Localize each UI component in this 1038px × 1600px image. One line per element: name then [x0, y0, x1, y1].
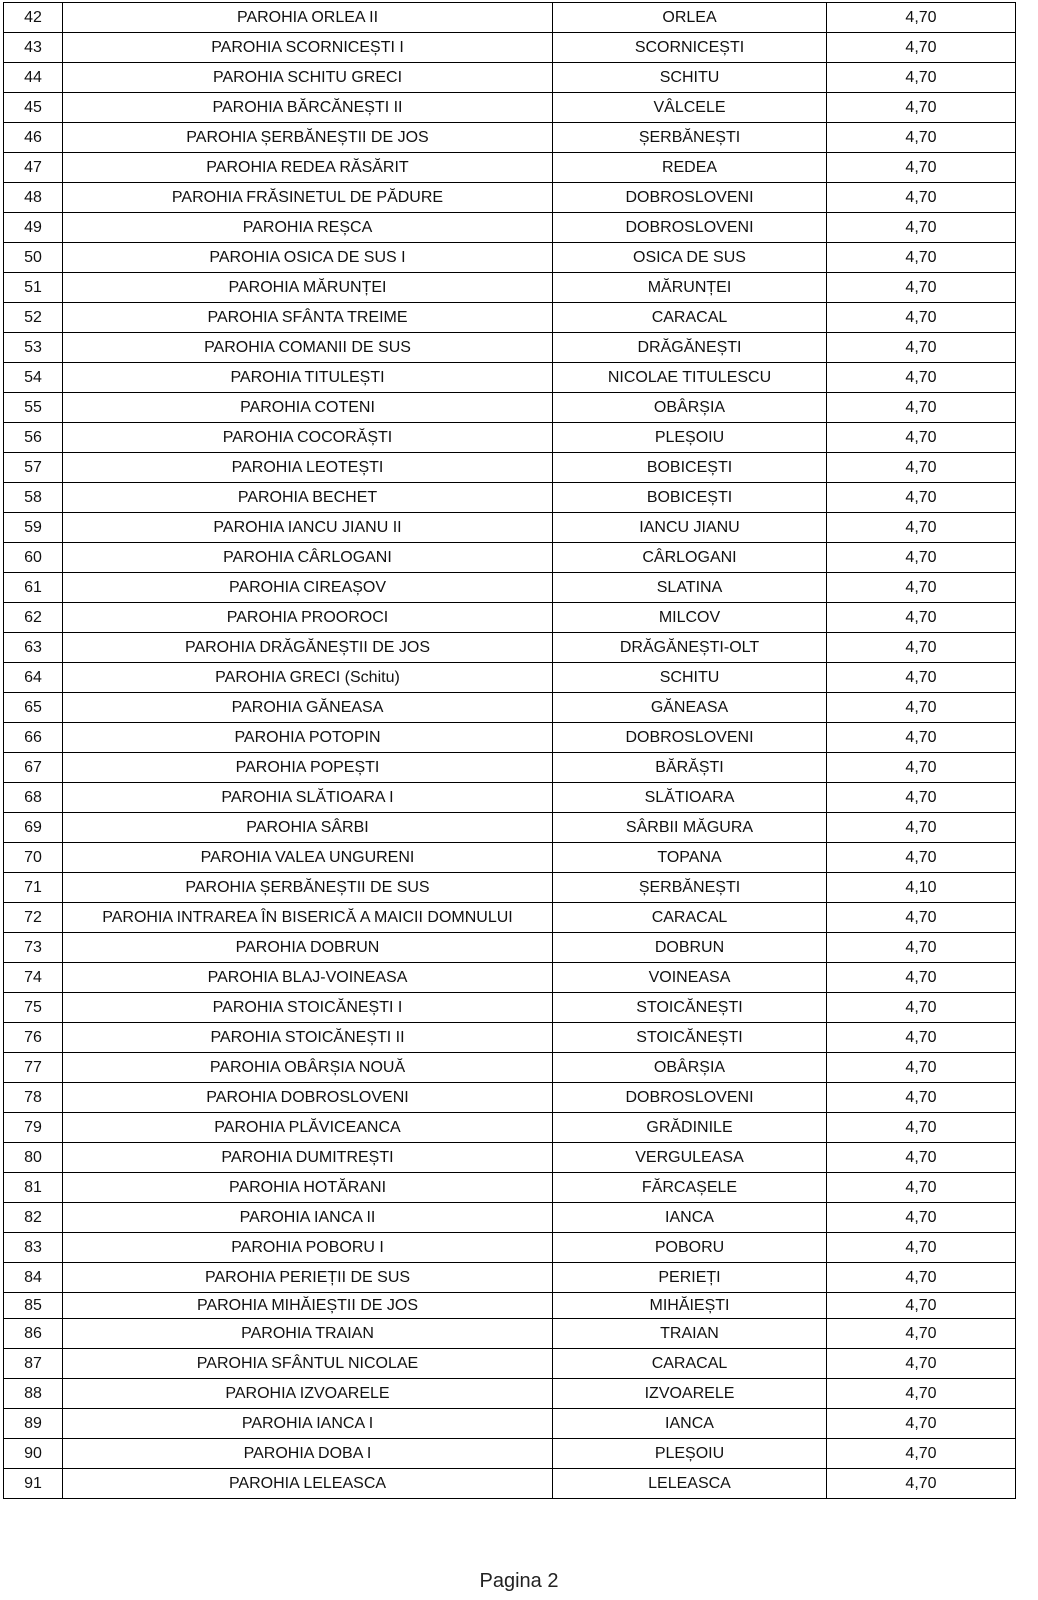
- value-cell: 4,70: [827, 843, 1016, 873]
- row-number-cell: 55: [4, 393, 63, 423]
- row-number-cell: 53: [4, 333, 63, 363]
- parish-name-cell: PAROHIA COMANII DE SUS: [63, 333, 553, 363]
- row-number-cell: 88: [4, 1379, 63, 1409]
- value-cell: 4,70: [827, 63, 1016, 93]
- value-cell: 4,70: [827, 1083, 1016, 1113]
- parish-name-cell: PAROHIA DOBA I: [63, 1439, 553, 1469]
- locality-cell: DOBROSLOVENI: [553, 183, 827, 213]
- value-cell: 4,70: [827, 753, 1016, 783]
- table-row: [4, 483, 1016, 513]
- row-number-cell: 78: [4, 1083, 63, 1113]
- value-cell: 4,70: [827, 813, 1016, 843]
- table-row: [4, 123, 1016, 153]
- value-cell: 4,70: [827, 93, 1016, 123]
- value-cell: 4,70: [827, 1053, 1016, 1083]
- value-cell: 4,70: [827, 1319, 1016, 1349]
- table-row: [4, 333, 1016, 363]
- locality-cell: CARACAL: [553, 303, 827, 333]
- parish-name-cell: PAROHIA ȘERBĂNEȘTII DE JOS: [63, 123, 553, 153]
- parish-name-cell: PAROHIA COCORĂȘTI: [63, 423, 553, 453]
- row-number-cell: 80: [4, 1143, 63, 1173]
- value-cell: 4,10: [827, 873, 1016, 903]
- page-number: Pagina 2: [479, 1570, 559, 1592]
- locality-cell: SCORNICEȘTI: [553, 33, 827, 63]
- locality-cell: DOBROSLOVENI: [553, 723, 827, 753]
- value-cell: 4,70: [827, 303, 1016, 333]
- table-row: [4, 303, 1016, 333]
- row-number-cell: 84: [4, 1263, 63, 1293]
- row-number-cell: 86: [4, 1319, 63, 1349]
- row-number-cell: 91: [4, 1469, 63, 1499]
- row-number-cell: 57: [4, 453, 63, 483]
- table-row: [4, 363, 1016, 393]
- value-cell: 4,70: [827, 1113, 1016, 1143]
- row-number-cell: 85: [4, 1293, 63, 1319]
- table-row: [4, 213, 1016, 243]
- table-row: [4, 693, 1016, 723]
- value-cell: 4,70: [827, 183, 1016, 213]
- parish-name-cell: PAROHIA LEOTEȘTI: [63, 453, 553, 483]
- locality-cell: STOICĂNEȘTI: [553, 1023, 827, 1053]
- value-cell: 4,70: [827, 933, 1016, 963]
- locality-cell: REDEA: [553, 153, 827, 183]
- locality-cell: GRĂDINILE: [553, 1113, 827, 1143]
- locality-cell: ȘERBĂNEȘTI: [553, 873, 827, 903]
- value-cell: 4,70: [827, 1023, 1016, 1053]
- locality-cell: IZVOARELE: [553, 1379, 827, 1409]
- row-number-cell: 90: [4, 1439, 63, 1469]
- parish-name-cell: PAROHIA REȘCA: [63, 213, 553, 243]
- locality-cell: OBÂRȘIA: [553, 1053, 827, 1083]
- locality-cell: DRĂGĂNEȘTI-OLT: [553, 633, 827, 663]
- locality-cell: SCHITU: [553, 63, 827, 93]
- locality-cell: PLEȘOIU: [553, 423, 827, 453]
- parish-name-cell: PAROHIA PROOROCI: [63, 603, 553, 633]
- table-row: [4, 183, 1016, 213]
- table-row: [4, 1113, 1016, 1143]
- value-cell: 4,70: [827, 213, 1016, 243]
- value-cell: 4,70: [827, 1469, 1016, 1499]
- parish-name-cell: PAROHIA DUMITREȘTI: [63, 1143, 553, 1173]
- parish-name-cell: PAROHIA REDEA RĂSĂRIT: [63, 153, 553, 183]
- row-number-cell: 87: [4, 1349, 63, 1379]
- table-row: [4, 423, 1016, 453]
- parish-name-cell: PAROHIA SFÂNTA TREIME: [63, 303, 553, 333]
- locality-cell: SÂRBII MĂGURA: [553, 813, 827, 843]
- locality-cell: VOINEASA: [553, 963, 827, 993]
- value-cell: 4,70: [827, 243, 1016, 273]
- value-cell: 4,70: [827, 1379, 1016, 1409]
- value-cell: 4,70: [827, 33, 1016, 63]
- parish-name-cell: PAROHIA SLĂTIOARA I: [63, 783, 553, 813]
- value-cell: 4,70: [827, 273, 1016, 303]
- locality-cell: ORLEA: [553, 3, 827, 33]
- parish-name-cell: PAROHIA TITULEȘTI: [63, 363, 553, 393]
- row-number-cell: 67: [4, 753, 63, 783]
- parish-name-cell: PAROHIA BECHET: [63, 483, 553, 513]
- row-number-cell: 82: [4, 1203, 63, 1233]
- row-number-cell: 73: [4, 933, 63, 963]
- table-row: [4, 1349, 1016, 1379]
- parish-name-cell: PAROHIA POTOPIN: [63, 723, 553, 753]
- parish-name-cell: PAROHIA BLAJ-VOINEASA: [63, 963, 553, 993]
- parish-name-cell: PAROHIA BĂRCĂNEȘTI II: [63, 93, 553, 123]
- parish-name-cell: PAROHIA IANCU JIANU II: [63, 513, 553, 543]
- table-row: [4, 1469, 1016, 1499]
- locality-cell: CARACAL: [553, 1349, 827, 1379]
- table-row: [4, 453, 1016, 483]
- parish-name-cell: PAROHIA MĂRUNȚEI: [63, 273, 553, 303]
- locality-cell: POBORU: [553, 1233, 827, 1263]
- value-cell: 4,70: [827, 723, 1016, 753]
- row-number-cell: 69: [4, 813, 63, 843]
- locality-cell: STOICĂNEȘTI: [553, 993, 827, 1023]
- value-cell: 4,70: [827, 1203, 1016, 1233]
- row-number-cell: 74: [4, 963, 63, 993]
- value-cell: 4,70: [827, 1143, 1016, 1173]
- locality-cell: MILCOV: [553, 603, 827, 633]
- locality-cell: PERIEȚI: [553, 1263, 827, 1293]
- value-cell: 4,70: [827, 363, 1016, 393]
- parish-name-cell: PAROHIA GRECI (Schitu): [63, 663, 553, 693]
- parish-name-cell: PAROHIA DOBRUN: [63, 933, 553, 963]
- parish-name-cell: PAROHIA POBORU I: [63, 1233, 553, 1263]
- table-row: [4, 723, 1016, 753]
- row-number-cell: 43: [4, 33, 63, 63]
- row-number-cell: 75: [4, 993, 63, 1023]
- parish-name-cell: PAROHIA TRAIAN: [63, 1319, 553, 1349]
- table-row: [4, 1173, 1016, 1203]
- parish-name-cell: PAROHIA GĂNEASA: [63, 693, 553, 723]
- row-number-cell: 42: [4, 3, 63, 33]
- parishes-table: [3, 2, 1016, 1499]
- value-cell: 4,70: [827, 513, 1016, 543]
- row-number-cell: 70: [4, 843, 63, 873]
- row-number-cell: 66: [4, 723, 63, 753]
- value-cell: 4,70: [827, 663, 1016, 693]
- parish-name-cell: PAROHIA IANCA II: [63, 1203, 553, 1233]
- table-row: [4, 963, 1016, 993]
- value-cell: 4,70: [827, 483, 1016, 513]
- row-number-cell: 50: [4, 243, 63, 273]
- locality-cell: MIHĂIEȘTI: [553, 1293, 827, 1319]
- row-number-cell: 46: [4, 123, 63, 153]
- locality-cell: OSICA DE SUS: [553, 243, 827, 273]
- row-number-cell: 48: [4, 183, 63, 213]
- value-cell: 4,70: [827, 903, 1016, 933]
- row-number-cell: 60: [4, 543, 63, 573]
- parish-name-cell: PAROHIA SFÂNTUL NICOLAE: [63, 1349, 553, 1379]
- parish-name-cell: PAROHIA COTENI: [63, 393, 553, 423]
- value-cell: 4,70: [827, 963, 1016, 993]
- value-cell: 4,70: [827, 543, 1016, 573]
- locality-cell: FĂRCAȘELE: [553, 1173, 827, 1203]
- parish-name-cell: PAROHIA VALEA UNGURENI: [63, 843, 553, 873]
- table-row: [4, 1263, 1016, 1293]
- parish-name-cell: PAROHIA SCHITU GRECI: [63, 63, 553, 93]
- row-number-cell: 49: [4, 213, 63, 243]
- parish-name-cell: PAROHIA DRĂGĂNEȘTII DE JOS: [63, 633, 553, 663]
- parish-name-cell: PAROHIA HOTĂRANI: [63, 1173, 553, 1203]
- table-row: [4, 783, 1016, 813]
- locality-cell: TRAIAN: [553, 1319, 827, 1349]
- value-cell: 4,70: [827, 153, 1016, 183]
- row-number-cell: 63: [4, 633, 63, 663]
- table-row: [4, 1439, 1016, 1469]
- parish-name-cell: PAROHIA INTRAREA ÎN BISERICĂ A MAICII DOMNULUI: [63, 903, 553, 933]
- table-row: [4, 153, 1016, 183]
- locality-cell: SCHITU: [553, 663, 827, 693]
- row-number-cell: 58: [4, 483, 63, 513]
- table-row: [4, 663, 1016, 693]
- value-cell: 4,70: [827, 393, 1016, 423]
- table-row: [4, 753, 1016, 783]
- locality-cell: OBÂRȘIA: [553, 393, 827, 423]
- locality-cell: IANCA: [553, 1409, 827, 1439]
- locality-cell: BOBICEȘTI: [553, 483, 827, 513]
- locality-cell: IANCU JIANU: [553, 513, 827, 543]
- parish-name-cell: PAROHIA IANCA I: [63, 1409, 553, 1439]
- value-cell: 4,70: [827, 453, 1016, 483]
- value-cell: 4,70: [827, 1263, 1016, 1293]
- row-number-cell: 76: [4, 1023, 63, 1053]
- table-row: [4, 393, 1016, 423]
- table-row: [4, 1379, 1016, 1409]
- parish-name-cell: PAROHIA POPEȘTI: [63, 753, 553, 783]
- table-row: [4, 1143, 1016, 1173]
- locality-cell: VERGULEASA: [553, 1143, 827, 1173]
- locality-cell: TOPANA: [553, 843, 827, 873]
- locality-cell: PLEȘOIU: [553, 1439, 827, 1469]
- locality-cell: DRĂGĂNEȘTI: [553, 333, 827, 363]
- locality-cell: VÂLCELE: [553, 93, 827, 123]
- locality-cell: BOBICEȘTI: [553, 453, 827, 483]
- value-cell: 4,70: [827, 783, 1016, 813]
- locality-cell: DOBRUN: [553, 933, 827, 963]
- parish-name-cell: PAROHIA IZVOARELE: [63, 1379, 553, 1409]
- locality-cell: SLATINA: [553, 573, 827, 603]
- table-row: [4, 1023, 1016, 1053]
- value-cell: 4,70: [827, 3, 1016, 33]
- parish-name-cell: PAROHIA ORLEA II: [63, 3, 553, 33]
- table-row: [4, 633, 1016, 663]
- parish-name-cell: PAROHIA DOBROSLOVENI: [63, 1083, 553, 1113]
- row-number-cell: 83: [4, 1233, 63, 1263]
- locality-cell: SLĂTIOARA: [553, 783, 827, 813]
- value-cell: 4,70: [827, 993, 1016, 1023]
- locality-cell: IANCA: [553, 1203, 827, 1233]
- table-row: [4, 603, 1016, 633]
- row-number-cell: 45: [4, 93, 63, 123]
- table-row: [4, 513, 1016, 543]
- table-row: [4, 543, 1016, 573]
- table-row: [4, 1083, 1016, 1113]
- value-cell: 4,70: [827, 1439, 1016, 1469]
- locality-cell: DOBROSLOVENI: [553, 1083, 827, 1113]
- row-number-cell: 61: [4, 573, 63, 603]
- table-body: [4, 3, 1016, 1499]
- row-number-cell: 51: [4, 273, 63, 303]
- table-row: [4, 873, 1016, 903]
- locality-cell: BĂRĂȘTI: [553, 753, 827, 783]
- locality-cell: ȘERBĂNEȘTI: [553, 123, 827, 153]
- locality-cell: CARACAL: [553, 903, 827, 933]
- table-row: [4, 993, 1016, 1023]
- table-row: [4, 1053, 1016, 1083]
- parish-name-cell: PAROHIA STOICĂNEȘTI II: [63, 1023, 553, 1053]
- parish-name-cell: PAROHIA MIHĂIEȘTII DE JOS: [63, 1293, 553, 1319]
- parish-name-cell: PAROHIA ȘERBĂNEȘTII DE SUS: [63, 873, 553, 903]
- table-row: [4, 33, 1016, 63]
- parish-name-cell: PAROHIA CIREAȘOV: [63, 573, 553, 603]
- value-cell: 4,70: [827, 1293, 1016, 1319]
- row-number-cell: 44: [4, 63, 63, 93]
- row-number-cell: 79: [4, 1113, 63, 1143]
- locality-cell: GĂNEASA: [553, 693, 827, 723]
- parish-name-cell: PAROHIA PERIEȚII DE SUS: [63, 1263, 553, 1293]
- locality-cell: LELEASCA: [553, 1469, 827, 1499]
- table-row: [4, 813, 1016, 843]
- parish-name-cell: PAROHIA SCORNICEȘTI I: [63, 33, 553, 63]
- table-row: [4, 573, 1016, 603]
- table-row: [4, 63, 1016, 93]
- value-cell: 4,70: [827, 633, 1016, 663]
- parish-name-cell: PAROHIA SÂRBI: [63, 813, 553, 843]
- parish-name-cell: PAROHIA CÂRLOGANI: [63, 543, 553, 573]
- value-cell: 4,70: [827, 333, 1016, 363]
- row-number-cell: 89: [4, 1409, 63, 1439]
- value-cell: 4,70: [827, 1349, 1016, 1379]
- parish-name-cell: PAROHIA FRĂSINETUL DE PĂDURE: [63, 183, 553, 213]
- table-row: [4, 243, 1016, 273]
- table-row: [4, 1233, 1016, 1263]
- table-row: [4, 1409, 1016, 1439]
- table-row: [4, 1319, 1016, 1349]
- row-number-cell: 59: [4, 513, 63, 543]
- row-number-cell: 81: [4, 1173, 63, 1203]
- value-cell: 4,70: [827, 1233, 1016, 1263]
- locality-cell: CÂRLOGANI: [553, 543, 827, 573]
- locality-cell: NICOLAE TITULESCU: [553, 363, 827, 393]
- row-number-cell: 77: [4, 1053, 63, 1083]
- row-number-cell: 68: [4, 783, 63, 813]
- value-cell: 4,70: [827, 693, 1016, 723]
- row-number-cell: 64: [4, 663, 63, 693]
- value-cell: 4,70: [827, 1409, 1016, 1439]
- locality-cell: DOBROSLOVENI: [553, 213, 827, 243]
- parish-name-cell: PAROHIA STOICĂNEȘTI I: [63, 993, 553, 1023]
- value-cell: 4,70: [827, 123, 1016, 153]
- row-number-cell: 71: [4, 873, 63, 903]
- table-row: [4, 93, 1016, 123]
- row-number-cell: 56: [4, 423, 63, 453]
- table-row: [4, 843, 1016, 873]
- value-cell: 4,70: [827, 1173, 1016, 1203]
- value-cell: 4,70: [827, 423, 1016, 453]
- table-row: [4, 273, 1016, 303]
- row-number-cell: 52: [4, 303, 63, 333]
- parish-name-cell: PAROHIA LELEASCA: [63, 1469, 553, 1499]
- row-number-cell: 65: [4, 693, 63, 723]
- row-number-cell: 47: [4, 153, 63, 183]
- parish-name-cell: PAROHIA OBÂRȘIA NOUĂ: [63, 1053, 553, 1083]
- row-number-cell: 72: [4, 903, 63, 933]
- value-cell: 4,70: [827, 573, 1016, 603]
- parish-name-cell: PAROHIA PLĂVICEANCA: [63, 1113, 553, 1143]
- parish-name-cell: PAROHIA OSICA DE SUS I: [63, 243, 553, 273]
- table-row: [4, 903, 1016, 933]
- row-number-cell: 54: [4, 363, 63, 393]
- table-row: [4, 1203, 1016, 1233]
- locality-cell: MĂRUNȚEI: [553, 273, 827, 303]
- table-row: [4, 1293, 1016, 1319]
- row-number-cell: 62: [4, 603, 63, 633]
- table-row: [4, 3, 1016, 33]
- value-cell: 4,70: [827, 603, 1016, 633]
- table-row: [4, 933, 1016, 963]
